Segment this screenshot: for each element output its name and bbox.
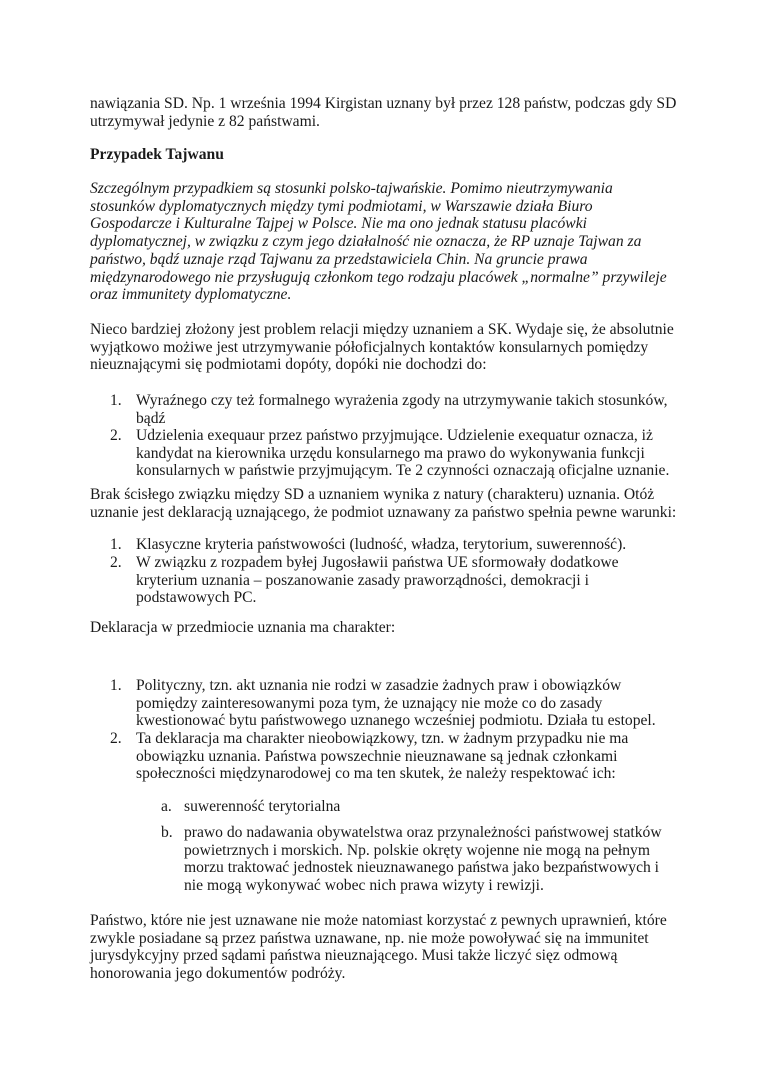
text-line: suwerenność terytorialna xyxy=(184,798,341,815)
text-line: Państwo, które nie jest uznawane nie może natomiast korzystać z pewnych uprawnień, które xyxy=(90,912,667,929)
paragraph-declaration xyxy=(90,619,395,637)
text-line: wyjątkowo możiwe jest utrzymywanie półoficjalnych kontaktów konsularnych pomiędzy xyxy=(90,338,649,356)
text-line: międzynarodowego nie przysługują członkom tego rodzaju placówek „normalne” przywileje xyxy=(90,268,667,286)
text-line: utrzymywał jedynie z 82 państwami. xyxy=(90,112,320,130)
text-line: Gospodarcze i Kulturalne Tajpej w Polsce. Nie ma ono jednak statusu placówki xyxy=(90,215,587,233)
text-line: bądź xyxy=(136,409,166,427)
text-line: honorowania jego dokumentów podróży. xyxy=(90,965,346,983)
text-line: społeczności międzynarodowej co ma ten skutek, że należy respektować ich: xyxy=(136,765,616,783)
text-line: stosunków dyplomatycznych między tymi podmiotami, w Warszawie działa Biuro xyxy=(90,197,593,215)
text-line: pomiędzy zainteresowanymi poza tym, że uznający nie może co do zasady xyxy=(136,694,603,712)
text-line: nie mogą wykonywać wobec nich prawa wizyty i rewizji. xyxy=(184,877,544,895)
list-number: 1. xyxy=(110,677,122,694)
text-line: podstawowych PC. xyxy=(136,589,257,607)
text-line: Klasyczne kryteria państwowości (ludność, władza, terytorium, suwerenność). xyxy=(136,536,627,553)
text-line: powietrznych i morskich. Np. polskie okręty wojenne nie mogą na pełnym xyxy=(184,841,650,859)
text-line: zwykle posiadane są przez państwa uznawane, np. nie może powoływać się na immunitet xyxy=(90,929,649,947)
list-number: 1. xyxy=(110,392,122,409)
text-line: jurysdykcyjny przed sądami państwa nieuznającego. Musi także liczyć sięz odmową xyxy=(90,947,618,965)
paragraph-unrecognized-state xyxy=(90,912,667,983)
paragraph-recognition xyxy=(90,486,676,521)
text-line: Wyraźnego czy też formalnego wyrażenia zgody na utrzymywanie takich stosunków, xyxy=(136,392,668,409)
text-line: Ta deklaracja ma charakter nieobowiązkowy, tzn. w żadnym przypadku nie ma xyxy=(136,730,629,747)
text-line: Polityczny, tzn. akt uznania nie rodzi w zasadzie żadnych praw i obowiązków xyxy=(136,677,622,694)
text-line: państwo, bądź uznaje rząd Tajwanu za przedstawiciela Chin. Na gruncie prawa xyxy=(90,250,588,268)
text-line: dyplomatycznej, w związku z czym jego działalność nie oznacza, że RP uznaje Tajwan za xyxy=(90,233,642,251)
text-line: kandydat na kierownika urzędu konsularnego ma prawo do wykonywania funkcji xyxy=(136,444,645,462)
text-line: W związku z rozpadem byłej Jugosławii państwa UE sformowały dodatkowe xyxy=(136,554,619,571)
list-letter: b. xyxy=(161,824,173,841)
text-line: nawiązania SD. Np. 1 września 1994 Kirgistan uznany był przez 128 państw, podczas gdy SD xyxy=(90,95,677,112)
text-line: Brak ścisłego związku między SD a uznaniem wynika z natury (charakteru) uznania. Otóż xyxy=(90,486,655,503)
list-number: 2. xyxy=(110,427,122,444)
paragraph-intro xyxy=(90,95,676,130)
text-line: kwestionować bytu państwowego uznanego wcześniej podmiotu. Działa tu estopel. xyxy=(136,712,656,730)
text-line: nieuznającymi się podmiotami dopóty, dopóki nie dochodzi do: xyxy=(90,356,487,374)
text-line: Nieco bardziej złożony jest problem relacji między uznaniem a SK. Wydaje się, że absolutnie xyxy=(90,321,674,338)
text-line: konsularnych w państwie przyjmującym. Te 2 czynności oznaczają oficjalne uznanie. xyxy=(136,462,670,480)
paragraph-taiwan-italic xyxy=(90,180,667,304)
text-line: uznanie jest deklaracją uznającego, że podmiot uznawany za państwo spełnia pewne warunki: xyxy=(90,503,677,521)
section-heading: Przypadek Tajwanu xyxy=(90,146,224,163)
list-number: 2. xyxy=(110,730,122,747)
text-line: oraz immunitety dyplomatyczne. xyxy=(90,286,292,304)
text-line: obowiązku uznania. Państwa powszechnie nieuznawane są jednak członkami xyxy=(136,747,618,765)
paragraph-consular xyxy=(90,321,674,374)
list-number: 1. xyxy=(110,536,122,553)
text-line: Deklaracja w przedmiocie uznania ma charakter: xyxy=(90,619,396,636)
text-line: Udzielenia exequaur przez państwo przyjmujące. Udzielenie exequatur oznacza, iż xyxy=(136,427,653,444)
list-number: 2. xyxy=(110,554,122,571)
text-line: prawo do nadawania obywatelstwa oraz przynależności państwowej statków xyxy=(184,824,662,841)
text-line: morzu traktować jednostek nieuznawanego państwa jako bezpaństwowych i xyxy=(184,859,660,877)
text-line: Szczególnym przypadkiem są stosunki polsko-tajwańskie. Pomimo nieutrzymywania xyxy=(90,180,613,197)
text-line: kryterium uznania – poszanowanie zasady praworządności, demokracji i xyxy=(136,571,589,589)
list-letter: a. xyxy=(161,798,172,815)
